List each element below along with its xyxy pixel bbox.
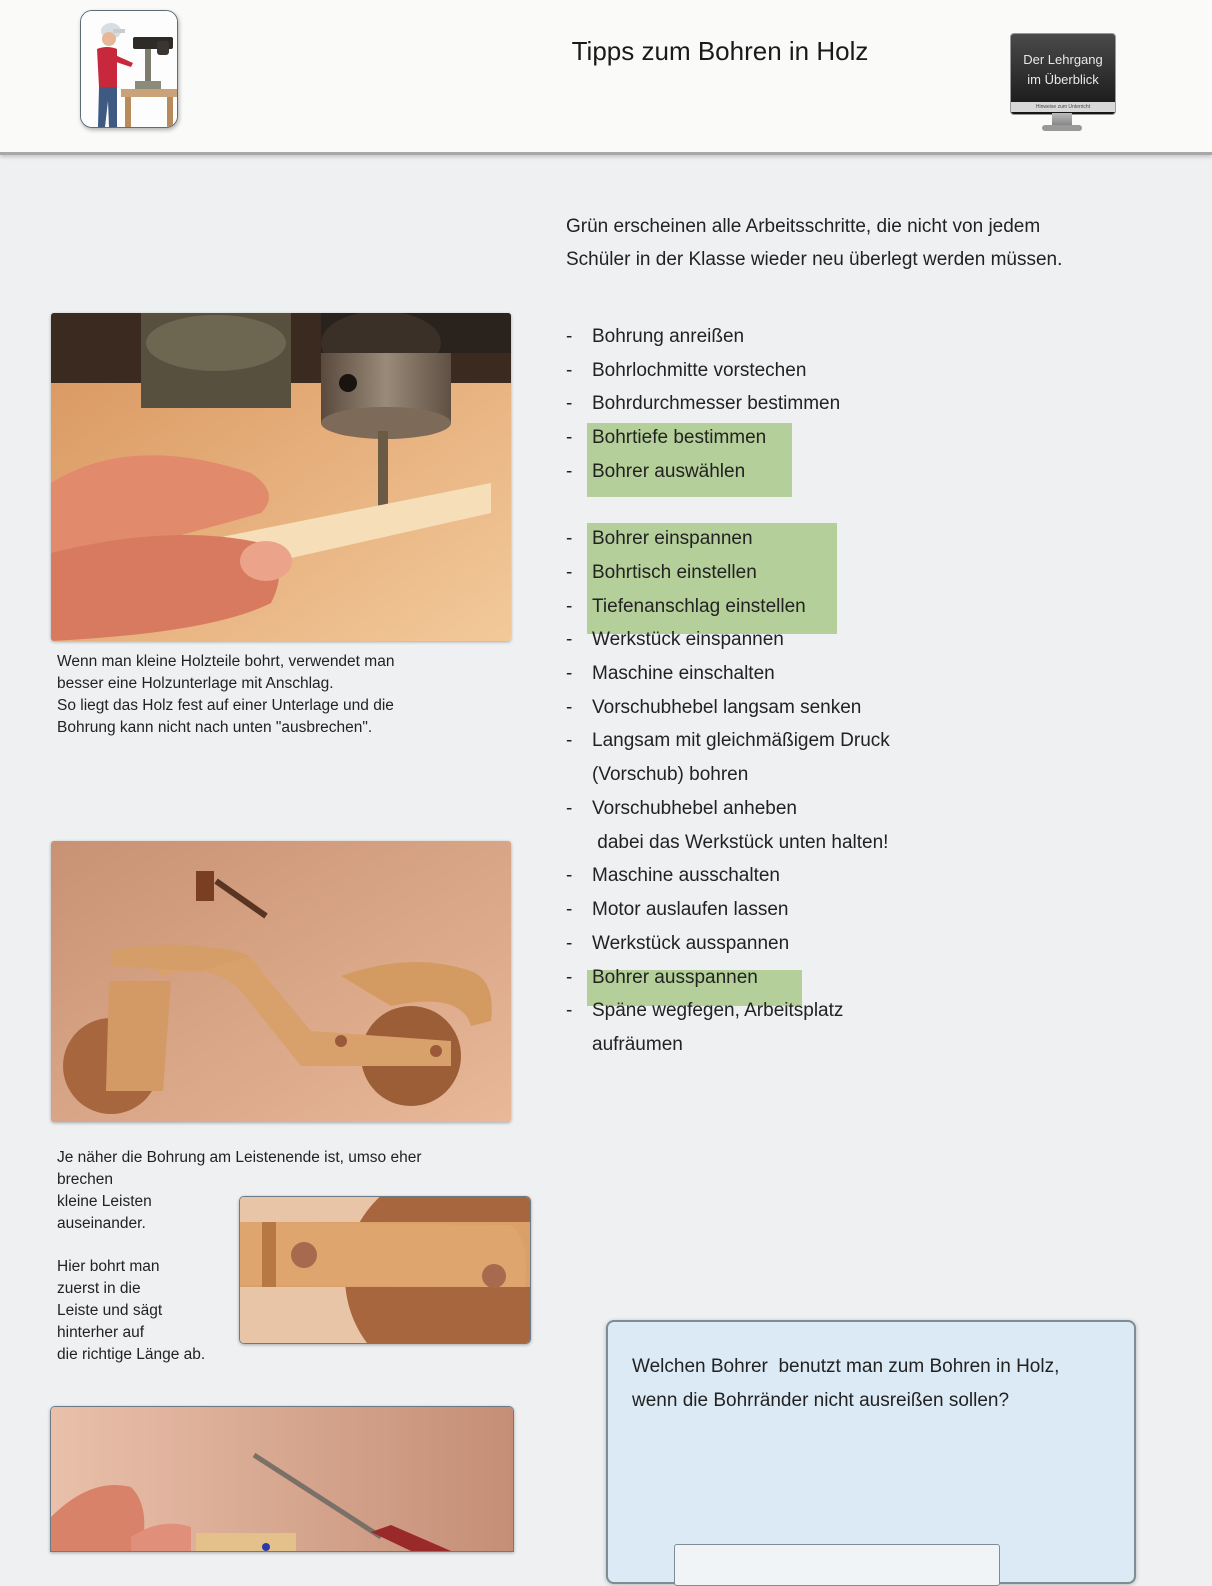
caption-line: Hier bohrt man xyxy=(57,1258,160,1275)
caption-line: Bohrung kann nicht nach unten "ausbrechen". xyxy=(57,719,373,736)
caption-line: Wenn man kleine Holzteile bohrt, verwendet man xyxy=(57,653,395,670)
course-overview-button[interactable] xyxy=(1008,33,1116,133)
quiz-question xyxy=(632,1350,1112,1418)
intro-line-2: Schüler in der Klasse wieder neu überlegt werden müssen. xyxy=(566,249,1063,270)
monitor-icon xyxy=(1010,33,1116,115)
step-text: Motor auslaufen lassen xyxy=(592,899,789,920)
caption-line: Leiste und sägt xyxy=(57,1302,163,1319)
step-text: (Vorschub) bohren xyxy=(592,764,749,785)
intro-line-1: Grün erscheinen alle Arbeitsschritte, die nicht von jedem xyxy=(566,216,1041,237)
monitor-base xyxy=(1042,125,1082,131)
quiz-box xyxy=(606,1320,1136,1584)
caption-line: brechen xyxy=(57,1171,114,1188)
caption-line: So liegt das Holz fest auf einer Unterlage und die xyxy=(57,697,394,714)
step-text: Vorschubhebel langsam senken xyxy=(592,697,862,718)
drilling-photo xyxy=(51,313,511,641)
caption-line: kleine Leisten xyxy=(57,1193,152,1210)
step-text: Späne wegfegen, Arbeitsplatz xyxy=(592,1000,844,1021)
step-text: Bohrung anreißen xyxy=(592,326,745,347)
caption-line: auseinander. xyxy=(57,1215,146,1232)
overview-line-1: Der Lehrgang xyxy=(1023,52,1103,67)
step-text: Bohrdurchmesser bestimmen xyxy=(592,393,841,414)
intro-text xyxy=(566,210,1126,276)
step-text: Bohrtisch einstellen xyxy=(592,562,757,583)
wooden-strip-detail-photo xyxy=(239,1196,531,1344)
awl-marking-photo xyxy=(50,1406,514,1552)
step-text: Bohrtiefe bestimmen xyxy=(592,427,767,448)
step-text: aufräumen xyxy=(592,1034,683,1055)
quiz-question-line-1: Welchen Bohrer benutzt man zum Bohren in Holz, xyxy=(632,1356,1060,1377)
caption-line: hinterher auf xyxy=(57,1324,145,1341)
page-title: Tipps zum Bohren in Holz xyxy=(571,36,869,66)
step-text: Bohrer ausspannen xyxy=(592,967,758,988)
step-text: Werkstück einspannen xyxy=(592,629,784,650)
quiz-question-line-2: wenn die Bohrränder nicht ausreißen sollen? xyxy=(632,1390,1010,1411)
drilling-caption xyxy=(57,651,497,739)
step-text: Maschine einschalten xyxy=(592,663,775,684)
caption-line: besser eine Holzunterlage mit Anschlag. xyxy=(57,675,334,692)
overview-line-2: im Überblick xyxy=(1027,72,1099,87)
header-bar xyxy=(0,0,1212,155)
drill-press-worker-icon[interactable] xyxy=(80,10,178,128)
step-text: Werkstück ausspannen xyxy=(592,933,790,954)
step-text: Bohrlochmitte vorstechen xyxy=(592,360,807,381)
step-text: Maschine ausschalten xyxy=(592,865,780,886)
step-text: Bohrer auswählen xyxy=(592,461,746,482)
step-text: Bohrer einspannen xyxy=(592,528,753,549)
overview-subtitle: Hinweise zum Unterricht xyxy=(1011,102,1115,112)
caption-line: zuerst in die xyxy=(57,1280,141,1297)
step-text: Langsam mit gleichmäßigem Druck xyxy=(592,730,890,751)
step-text: Vorschubhebel anheben xyxy=(592,798,797,819)
step-text: Tiefenanschlag einstellen xyxy=(592,596,806,617)
answer-input[interactable] xyxy=(674,1544,1000,1586)
caption-line: die richtige Länge ab. xyxy=(57,1346,206,1363)
wooden-motorcycle-photo xyxy=(51,841,511,1122)
step-text: dabei das Werkstück unten halten! xyxy=(592,832,889,853)
strip-caption-bottom xyxy=(57,1256,237,1366)
caption-line: Je näher die Bohrung am Leistenende ist, umso eher xyxy=(57,1149,422,1166)
monitor-stand xyxy=(1052,113,1072,125)
